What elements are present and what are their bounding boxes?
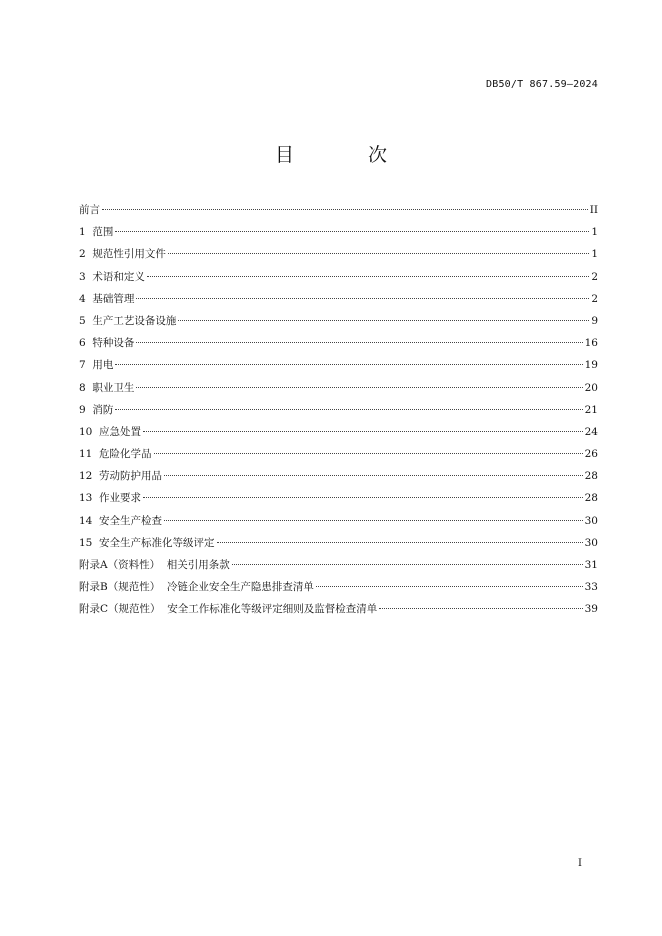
toc-entry-page: 28 <box>584 492 598 505</box>
toc-dot-leader <box>136 297 589 299</box>
toc-entry-page: 21 <box>584 403 598 416</box>
toc-dot-leader <box>115 408 582 410</box>
toc-entry[interactable] <box>79 199 598 221</box>
page-title: 目 次 <box>274 144 422 166</box>
toc-entry-label: 2 规范性引用文件 <box>79 248 166 261</box>
toc-entry-page: II <box>589 204 598 216</box>
toc-entry-label: 13 作业要求 <box>79 492 142 505</box>
toc-dot-leader <box>102 208 588 210</box>
toc-entry[interactable] <box>79 510 598 532</box>
toc-dot-leader <box>217 541 583 543</box>
toc-dot-leader <box>143 496 583 498</box>
toc-entry-label: 附录C（规范性） 安全工作标准化等级评定细则及监督检查清单 <box>79 603 378 616</box>
toc-entry-label: 7 用电 <box>79 359 114 372</box>
toc-entry-page: 16 <box>584 337 598 350</box>
toc-entry[interactable] <box>79 421 598 443</box>
toc-dot-leader <box>168 252 589 254</box>
toc-entry[interactable] <box>79 598 598 620</box>
toc-entry-label: 9 消防 <box>79 403 114 416</box>
toc-entry-page: 9 <box>591 314 598 327</box>
page-number: I <box>578 858 582 869</box>
toc-entry[interactable] <box>79 399 598 421</box>
toc-dot-leader <box>379 607 582 609</box>
toc-entry-page: 28 <box>584 470 598 483</box>
toc-entry-page: 20 <box>584 381 598 394</box>
toc-entry-page: 26 <box>584 448 598 461</box>
document-code: DB50/T 867.59—2024 <box>486 79 598 90</box>
toc-dot-leader <box>232 563 583 565</box>
toc-entry-label: 6 特种设备 <box>79 337 135 350</box>
toc-entry-page: 39 <box>584 603 598 616</box>
toc-entry[interactable] <box>79 532 598 554</box>
toc-entry-label: 附录A（资料性） 相关引用条款 <box>79 559 230 571</box>
toc-entry[interactable] <box>79 554 598 576</box>
toc-dot-leader <box>115 230 589 232</box>
toc-entry[interactable] <box>79 487 598 509</box>
toc-entry-label: 1 范围 <box>79 226 114 239</box>
toc-entry-page: 24 <box>584 425 598 438</box>
toc-entry-label: 附录B（规范性） 冷链企业安全生产隐患排查清单 <box>79 581 314 594</box>
toc-entry[interactable] <box>79 465 598 487</box>
toc-entry-page: 1 <box>591 248 598 261</box>
toc-entry-page: 31 <box>584 559 598 571</box>
toc-entry-page: 1 <box>591 226 598 239</box>
table-of-contents <box>79 199 598 621</box>
toc-entry[interactable] <box>79 377 598 399</box>
toc-entry-page: 30 <box>584 536 598 549</box>
toc-entry-label: 14 安全生产检查 <box>79 514 163 527</box>
toc-entry-page: 33 <box>584 581 598 594</box>
toc-entry-label: 前言 <box>79 204 100 216</box>
toc-entry[interactable] <box>79 266 598 288</box>
toc-entry-label: 12 劳动防护用品 <box>79 470 163 483</box>
toc-dot-leader <box>164 519 583 521</box>
toc-entry-label: 15 安全生产标准化等级评定 <box>79 536 215 549</box>
toc-entry-label: 3 术语和定义 <box>79 270 145 283</box>
toc-dot-leader <box>164 474 583 476</box>
toc-dot-leader <box>115 363 582 365</box>
toc-entry-label: 8 职业卫生 <box>79 381 135 394</box>
toc-dot-leader <box>136 341 582 343</box>
toc-entry-label: 11 危险化学品 <box>79 448 152 461</box>
toc-entry[interactable] <box>79 443 598 465</box>
toc-dot-leader <box>143 430 583 432</box>
toc-entry[interactable] <box>79 221 598 243</box>
toc-entry[interactable] <box>79 576 598 598</box>
toc-dot-leader <box>154 452 583 454</box>
toc-entry[interactable] <box>79 288 598 310</box>
toc-entry[interactable] <box>79 332 598 354</box>
toc-entry-label: 5 生产工艺设备设施 <box>79 314 177 327</box>
toc-entry-page: 2 <box>591 270 598 283</box>
toc-entry-page: 19 <box>584 359 598 372</box>
toc-entry-page: 2 <box>591 292 598 305</box>
toc-dot-leader <box>136 386 582 388</box>
toc-entry[interactable] <box>79 243 598 265</box>
toc-dot-leader <box>178 319 589 321</box>
toc-dot-leader <box>147 275 589 277</box>
toc-entry-label: 4 基础管理 <box>79 292 135 305</box>
toc-entry-page: 30 <box>584 514 598 527</box>
toc-entry[interactable] <box>79 310 598 332</box>
toc-dot-leader <box>316 585 583 587</box>
toc-entry[interactable] <box>79 354 598 376</box>
toc-entry-label: 10 应急处置 <box>79 425 142 438</box>
